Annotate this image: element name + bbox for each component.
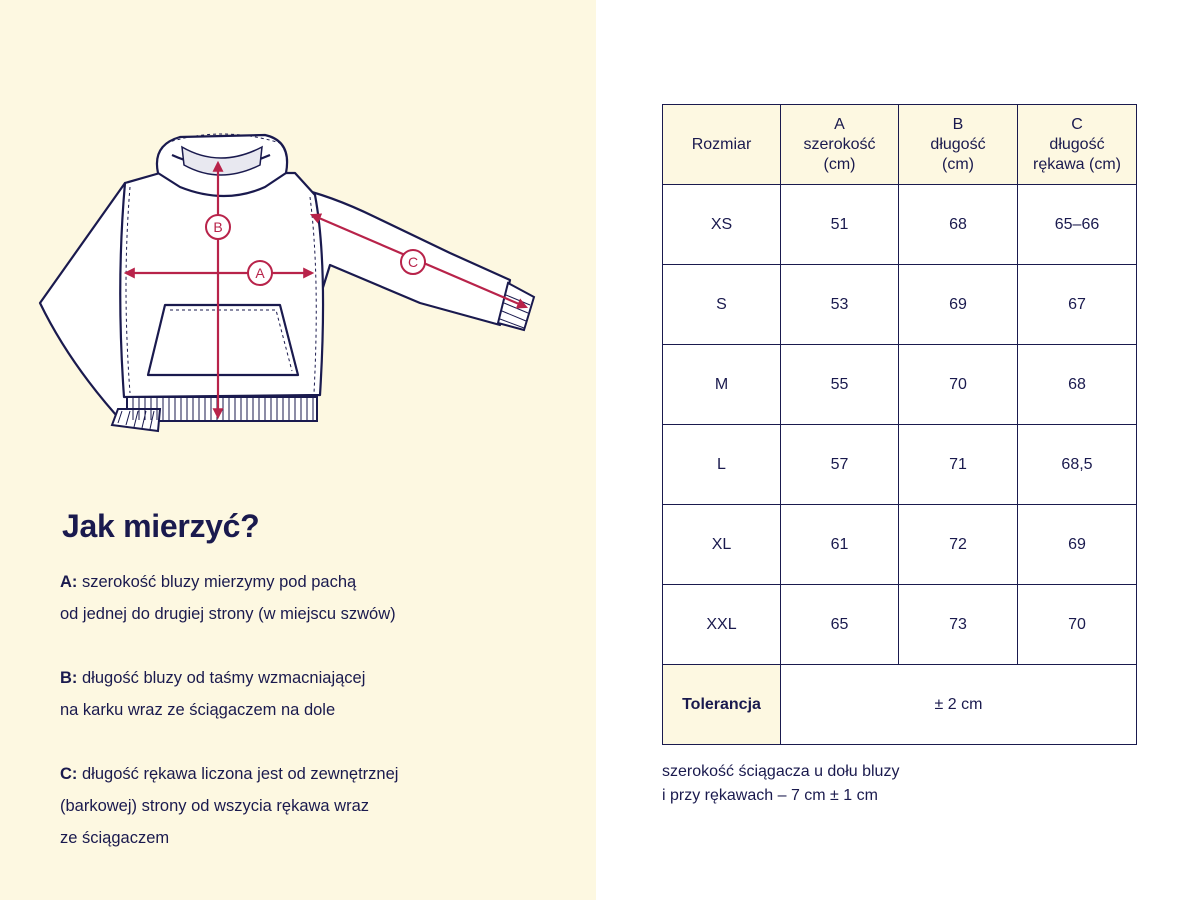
tolerance-value: ± 2 cm bbox=[781, 665, 1137, 745]
cell-b: 73 bbox=[899, 585, 1018, 665]
table-row bbox=[663, 265, 1137, 345]
cuff-note-line2: i przy rękawach – 7 cm ± 1 cm bbox=[662, 787, 878, 804]
size-table bbox=[662, 104, 1137, 745]
cell-b: 68 bbox=[899, 185, 1018, 265]
cell-a: 53 bbox=[781, 265, 899, 345]
cell-a: 61 bbox=[781, 505, 899, 585]
instruction-a-line1: szerokość bluzy mierzymy pod pachą bbox=[77, 573, 357, 591]
header-a-width: A szerokość (cm) bbox=[781, 105, 899, 185]
instruction-b-line2: na karku wraz ze ściągaczem na dole bbox=[60, 701, 336, 719]
header-c-sleeve: C długość rękawa (cm) bbox=[1018, 105, 1137, 185]
header-b-length: B długość (cm) bbox=[899, 105, 1018, 185]
cell-b: 72 bbox=[899, 505, 1018, 585]
tolerance-label: Tolerancja bbox=[663, 665, 781, 745]
cell-size: S bbox=[663, 265, 781, 345]
cell-c: 68,5 bbox=[1018, 425, 1137, 505]
cell-a: 65 bbox=[781, 585, 899, 665]
instruction-b-prefix: B: bbox=[60, 669, 78, 687]
label-a-marker bbox=[248, 261, 272, 285]
cell-c: 65–66 bbox=[1018, 185, 1137, 265]
header-size: Rozmiar bbox=[663, 105, 781, 185]
instruction-c-line1: długość rękawa liczona jest od zewnętrznej bbox=[77, 765, 399, 783]
tolerance-row bbox=[663, 665, 1137, 745]
cell-size: M bbox=[663, 345, 781, 425]
cell-b: 70 bbox=[899, 345, 1018, 425]
cuff-note bbox=[662, 760, 899, 808]
label-b: B bbox=[213, 219, 223, 235]
cell-b: 69 bbox=[899, 265, 1018, 345]
table-row bbox=[663, 185, 1137, 265]
instruction-a-prefix: A: bbox=[60, 573, 78, 591]
instruction-a-line2: od jednej do drugiej strony (w miejscu szwów) bbox=[60, 605, 396, 623]
label-c: C bbox=[407, 254, 419, 270]
instruction-c bbox=[60, 758, 520, 854]
table-row bbox=[663, 345, 1137, 425]
table-row bbox=[663, 585, 1137, 665]
instruction-c-prefix: C: bbox=[60, 765, 78, 783]
cell-a: 57 bbox=[781, 425, 899, 505]
cuff-note-line1: szerokość ściągacza u dołu bluzy bbox=[662, 763, 900, 780]
instruction-c-line3: ze ściągaczem bbox=[60, 829, 170, 847]
instruction-a bbox=[60, 566, 520, 630]
left-panel bbox=[0, 0, 596, 900]
hoodie-illustration bbox=[30, 125, 550, 445]
instruction-b bbox=[60, 662, 520, 726]
cell-c: 68 bbox=[1018, 345, 1137, 425]
how-to-measure-title: Jak mierzyć? bbox=[62, 508, 260, 544]
cell-size: XXL bbox=[663, 585, 781, 665]
table-row bbox=[663, 505, 1137, 585]
cell-a: 51 bbox=[781, 185, 899, 265]
cell-a: 55 bbox=[781, 345, 899, 425]
label-a: A bbox=[255, 265, 265, 281]
cell-size: XS bbox=[663, 185, 781, 265]
cell-size: XL bbox=[663, 505, 781, 585]
instruction-c-line2: (barkowej) strony od wszycia rękawa wraz bbox=[60, 797, 370, 815]
size-table-header-row bbox=[663, 105, 1137, 185]
table-row bbox=[663, 425, 1137, 505]
cell-b: 71 bbox=[899, 425, 1018, 505]
cell-size: L bbox=[663, 425, 781, 505]
label-b-marker bbox=[206, 215, 230, 239]
cell-c: 69 bbox=[1018, 505, 1137, 585]
cell-c: 70 bbox=[1018, 585, 1137, 665]
instruction-b-line1: długość bluzy od taśmy wzmacniającej bbox=[77, 669, 366, 687]
cell-c: 67 bbox=[1018, 265, 1137, 345]
label-c-marker bbox=[401, 250, 425, 274]
